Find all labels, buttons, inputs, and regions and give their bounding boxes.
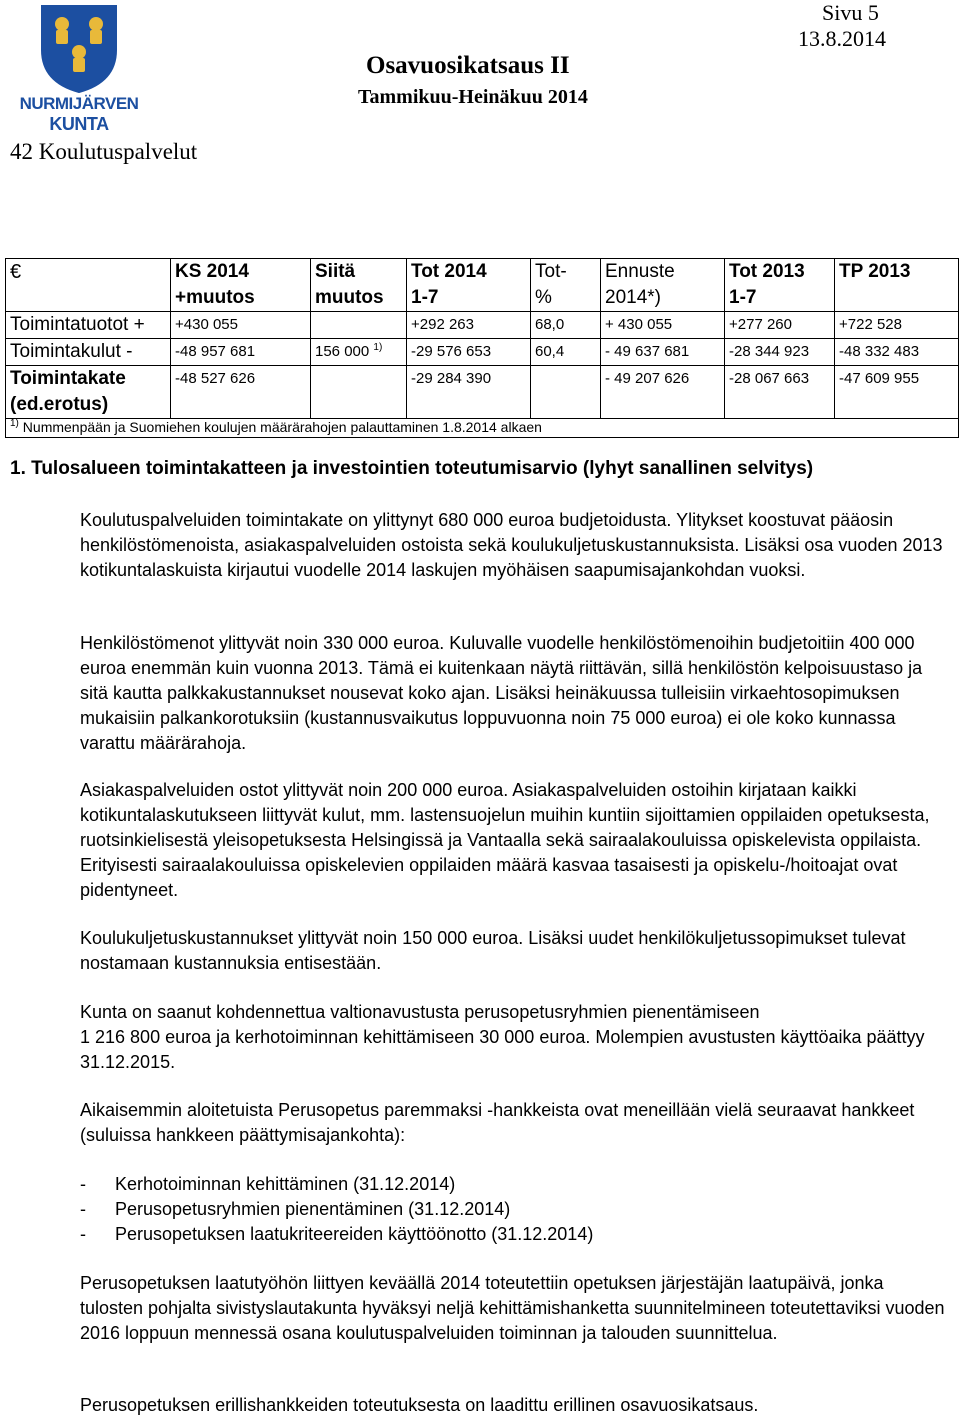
report-title: Osavuosikatsaus II <box>366 52 570 79</box>
cell-tot2014: -29 576 653 <box>407 339 531 366</box>
corner-cell <box>6 259 171 312</box>
euro-icon: € <box>10 261 22 283</box>
cell-siita <box>311 366 407 419</box>
row-label: Toimintakulut - <box>6 339 171 366</box>
col-header-tot2014: Tot 2014 1-7 <box>407 259 531 312</box>
paragraph-3: Asiakaspalveluiden ostot ylittyvät noin 200 000 euroa. Asiakaspalveluiden ostoihin kirjataan kaikki kotikuntalaskutukseen liittyvät kulut, mm. lastensuojelun muihin kuntiin sijoittamien oppilaiden opetuksesta, ruotsinkielisestä yleisopetuksesta Helsingissä ja Vantaalla sekä sairaalakouluissa opiskelevista oppilaista. Erityisesti sairaalakouluissa opiskelevien oppilaiden määrä kasvaa tasaisesti ja opiskelu-/hoitoajat ovat pidentyneet. <box>80 780 930 900</box>
table-row <box>6 312 959 339</box>
paragraph-4: Koulukuljetuskustannukset ylittyvät noin 150 000 euroa. Lisäksi uudet henkilökuljetussopimukset tulevat nostamaan kustannuksia entisestään. <box>80 928 906 973</box>
logo-text-line2: KUNTA <box>49 114 109 134</box>
cell-ennuste: + 430 055 <box>601 312 725 339</box>
cell-tp2013: -48 332 483 <box>835 339 959 366</box>
cell-siita <box>311 312 407 339</box>
col-header-siita: Siitä muutos <box>311 259 407 312</box>
cell-tot2013: -28 067 663 <box>725 366 835 419</box>
municipality-logo <box>14 2 144 134</box>
cell-tp2013: -47 609 955 <box>835 366 959 419</box>
section-heading: 1. Tulosalueen toimintakatteen ja investointien toteutumisarvio (lyhyt sanallinen selvitys) <box>10 458 814 479</box>
paragraph-8: Perusopetuksen erillishankkeiden toteutuksesta on laadittu erillinen osavuosikatsaus. <box>80 1395 759 1415</box>
cell-ks2014: +430 055 <box>171 312 311 339</box>
row-label: Toimintakate (ed.erotus) <box>6 366 171 419</box>
cell-totpct: 68,0 <box>531 312 601 339</box>
cell-ennuste: - 49 207 626 <box>601 366 725 419</box>
department-title: 42 Koulutuspalvelut <box>10 139 198 164</box>
table-footnote: $^{1)}$ Nummenpään ja Suomiehen koulujen määrärahojen palauttaminen 1.8.2014 alkaen <box>6 419 959 438</box>
cell-tot2014: -29 284 390 <box>407 366 531 419</box>
cell-tot2014: +292 263 <box>407 312 531 339</box>
cell-siita: 156 000 $^{1)}$ <box>311 339 407 366</box>
col-header-ks2014: KS 2014 +muutos <box>171 259 311 312</box>
cell-tot2013: -28 344 923 <box>725 339 835 366</box>
project-list <box>80 1172 948 1247</box>
cell-ks2014: -48 957 681 <box>171 339 311 366</box>
paragraph-7: Perusopetuksen laatutyöhön liittyen keväällä 2014 toteutettiin opetuksen järjestäjän laatupäivä, jonka tulosten pohjalta sivistyslautakunta hyväksyi neljä kehittämishanketta suunnitelmineen toteutettaviksi vuoden 2016 loppuun mennessä osana koulutuspalveluiden toiminnan ja talouden suunnittelua. <box>80 1273 945 1343</box>
list-item: - Kerhotoiminnan kehittäminen (31.12.2014) <box>80 1174 456 1194</box>
cell-ennuste: - 49 637 681 <box>601 339 725 366</box>
row-label: Toimintatuotot + <box>6 312 171 339</box>
report-date: 13.8.2014 <box>798 26 886 51</box>
logo-text-line1: NURMIJÄRVEN <box>19 94 139 113</box>
paragraph-5: Kunta on saanut kohdennettua valtionavustusta perusopetusryhmien pienentämiseen 1 216 800 euroa ja kerhotoiminnan kehittämiseen 30 000 euroa. Molempien avustusten käyttöaika päättyy 31.12.2015. <box>80 1002 925 1072</box>
coat-of-arms-icon <box>14 2 144 94</box>
paragraph-1: Koulutuspalveluiden toimintakate on ylittynyt 680 000 euroa budjetoidusta. Ylitykset koostuvat pääosin henkilöstömenoista, asiakaspalveluiden ostoista sekä koulukuljetuskustannuksista. Lisäksi osa vuoden 2013 kotikuntalaskuista kirjautui vuodelle 2014 laskujen myöhäisen saapumisajankohdan vuoksi. <box>80 510 943 580</box>
table-row <box>6 339 959 366</box>
col-header-totpct: Tot- % <box>531 259 601 312</box>
col-header-tp2013: TP 2013 <box>835 259 959 312</box>
cell-totpct <box>531 366 601 419</box>
paragraph-6: Aikaisemmin aloitetuista Perusopetus paremmaksi -hankkeista ovat meneillään vielä seuraavat hankkeet (suluissa hankkeen päättymisajankohta): <box>80 1100 915 1145</box>
cell-tot2013: +277 260 <box>725 312 835 339</box>
list-item: - Perusopetusryhmien pienentäminen (31.12.2014) <box>80 1199 511 1219</box>
table-header-row <box>6 259 959 312</box>
col-header-tot2013: Tot 2013 1-7 <box>725 259 835 312</box>
col-header-ennuste: Ennuste 2014*) <box>601 259 725 312</box>
paragraph-2: Henkilöstömenot ylittyvät noin 330 000 euroa. Kuluvalle vuodelle henkilöstömenoihin budjetoitiin 400 000 euroa enemmän kuin vuonna 2013. Tämä ei kuitenkaan näytä riittävän, sillä henkilöstön kelpoisuustaso ja sitä kautta palkkakustannukset nousevat koko ajan. Lisäksi heinäkuussa tulleisiin virkaehtosopimuksen mukaisiin palkankorotuksiin (kustannusvaikutus loppuvuonna noin 75 000 euroa) ei ole koko kunnassa varattu määrärahoja. <box>80 633 923 753</box>
page-number: Sivu 5 <box>822 0 879 25</box>
cell-ks2014: -48 527 626 <box>171 366 311 419</box>
financial-table <box>5 258 959 438</box>
cell-tp2013: +722 528 <box>835 312 959 339</box>
table-footnote-row <box>6 419 959 438</box>
list-item: - Perusopetuksen laatukriteereiden käyttöönotto (31.12.2014) <box>80 1224 594 1244</box>
table-row <box>6 366 959 419</box>
report-period: Tammikuu-Heinäkuu 2014 <box>358 86 588 108</box>
cell-totpct: 60,4 <box>531 339 601 366</box>
